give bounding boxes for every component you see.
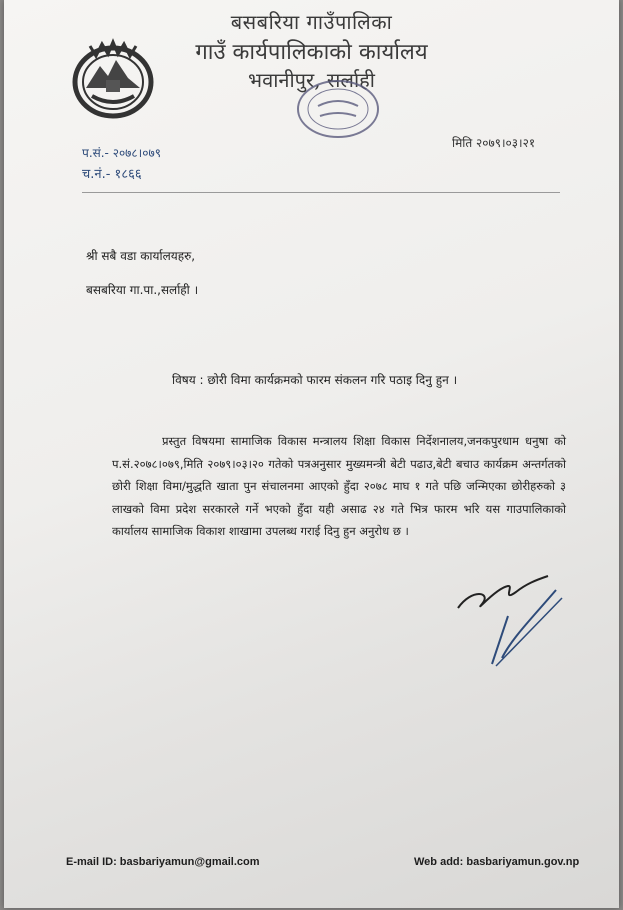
dispatch-number: च.नं.- १८६६ <box>82 167 142 182</box>
recipient-line1: श्री सबै वडा कार्यालयहरु, <box>86 249 196 263</box>
handwritten-signature-icon <box>452 568 570 668</box>
recipient-line2: बसबरिया गा.पा.,सर्लाही । <box>86 283 199 297</box>
header-divider <box>82 192 560 193</box>
footer-email: E-mail ID: basbariyamun@gmail.com <box>66 856 260 868</box>
footer-website: Web add: basbariyamun.gov.np <box>414 856 580 868</box>
office-stamp-icon <box>290 76 386 142</box>
letter-page <box>4 0 619 908</box>
office-address-line: भवानीपुर, सर्लाही <box>248 68 375 92</box>
reference-number: प.सं.- २०७८।०७९ <box>82 146 161 160</box>
letter-body: प्रस्तुत विषयमा सामाजिक विकास मन्त्रालय शिक्षा विकास निर्देशनालय,जनकपुरधाम धनुषा को प.सं.२०७८।०७९,मिति २०७९।०३।२० गतेको पत्रअनुसार मुख्यमन्त्री बेटी पढाउ,बेटी बचाउ कार्यक्रम अन्तर्गतको छोरी शिक्षा विमा/मुद्धति खाता पुन संचालनमा आएको हुँदा २०७८ माघ १ गते पछि जन्मिएका छोरीहरुको ३ लाखको विमा प्रदेश सरकारले गर्ने भएको हुँदा यही असाढ २४ गते भित्र फारम भरि यस गाउपालिकाको कार्यालय सामाजिक विकाश शाखामा उपलब्ध गराई दिनु हुन अनुरोध छ । <box>112 434 566 539</box>
letter-subject: विषय : छोरी विमा कार्यक्रमको फारम संकलन गरि पठाइ दिनु हुन । <box>172 373 458 387</box>
office-name-line2: गाउँ कार्यपालिकाको कार्यालय <box>195 40 428 65</box>
office-name-line1: बसबरिया गाउँपालिका <box>230 10 393 34</box>
letter-date: मिति २०७९।०३।२१ <box>452 136 536 150</box>
